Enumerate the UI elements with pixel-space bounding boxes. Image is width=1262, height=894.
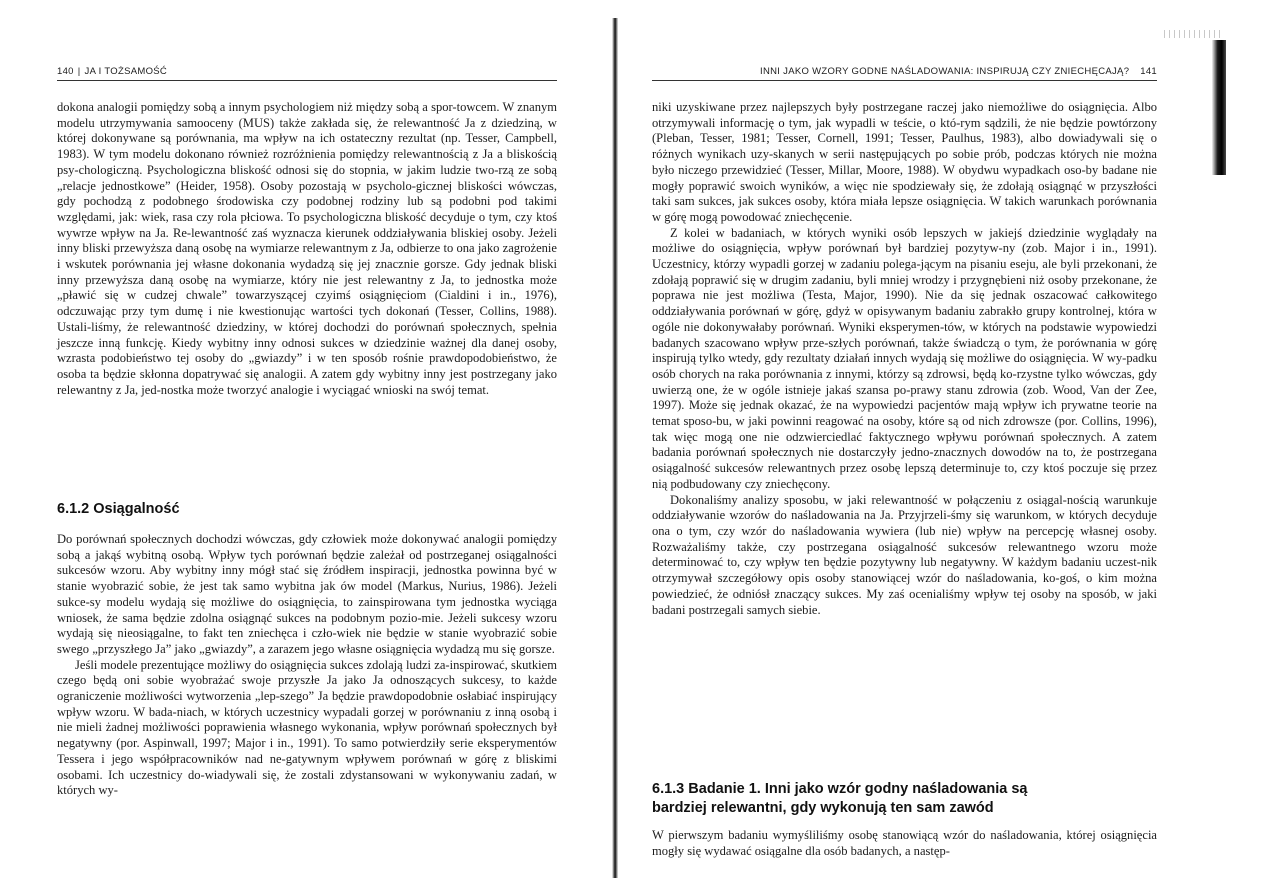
header-separator xyxy=(1133,66,1136,77)
left-page xyxy=(0,0,620,894)
header-separator: | xyxy=(77,66,81,77)
running-title: INNI JAKO WZORY GODNE NAŚLADOWANIA: INSPIRUJĄ CZY ZNIECHĘCAJĄ? xyxy=(760,66,1130,77)
paragraph: dokona analogii pomiędzy sobą a innym psychologiem niż między sobą a spor-towcem. W znanym modelu utrzymywania samooceny (MUS) także zakłada się, że relewantność Ja z dziedziną, w której dokonywane są porównania, ma wpływ na ich ostateczny rezultat (np. Tesser, Campbell, 1983). W tym modelu dokonano również rozróżnienia pomiędzy relewantnością z Ja a bliskością psy-chologiczną. Psychologiczna bliskość odnosi się do stopnia, w jakim ludzie two-rzą ze sobą „relacje jednostkowe” (Heider, 1958). Osoby pozostają w psycholo-gicznej bliskości wówczas, gdy pochodzą z podobnego środowiska czy podobnej rodziny lub są podobni pod takimi względami, jak: wiek, rasa czy rola płciowa. To psychologiczna bliskość decyduje o tym, czy ktoś wywrze wpływ na Ja. Re-lewantność zaś wyznacza kierunek oddziaływania bliskiej osoby. Jeżeli inny bliski przewyższa daną osobę na wymiarze relewantnym z Ja, odbierze to ona jako zagrożenie i wskutek porównania jej własne dokonania wydadzą się jej znacznie gorsze. Gdy jednak bliski inny przewyższa daną osobę na wymiarze, który nie jest relewantny z Ja, to jednostka może „pławić się w cudzej chwale” towarzyszącej czyimś osiągnięciom (Cialdini i in., 1976), odczuwając przy tym dumę i nie kwestionując wartości tych dokonań (Tesser, Collins, 1988). Ustali-liśmy, że relewantność dziedziny, w której dochodzi do porównań społecznych, spełnia jeszcze inną funkcję. Kiedy wybitny inny odnosi sukces w dziedzinie ważnej dla danej osoby, wzrasta podobieństwo tej osoby do „gwiazdy” i w ten sposób rośnie prawdopodobieństwo, że osoba ta będzie skłonna dopatrywać się analogii. A zatem gdy wybitny inny jest postrzegany jako relewantny z Ja, jed-nostka może tworzyć analogie i wyciągać wnioski na swój temat. xyxy=(57,100,557,397)
section-heading: 6.1.2 Osiągalność xyxy=(57,501,180,517)
section-heading-line: bardziej relewantni, gdy wykonują ten sam zawód xyxy=(652,800,994,816)
running-title: JA I TOŻSAMOŚĆ xyxy=(84,66,168,77)
paragraph: Jeśli modele prezentujące możliwy do osiągnięcia sukces zdolają ludzi za-inspirować, skutkiem czego będą oni sobie wyobrażać swoje przyszłe Ja jako Ja odnoszących sukcesy, to każde ograniczenie możliwości wytworzenia „lep-szego” Ja będzie prawdopodobnie osłabiać inspirujący wpływ wzoru. W bada-niach, w których uczestnicy wypadali gorzej w porównaniu z inną osobą i nie mieli żadnej możliwości poprawienia własnego wykonania, wpływ porównań społecznych był negatywny (por. Aspinwall, 1997; Major i in., 1991). To samo potwierdziły serie eksperymentów Tessera i jego współpracowników nad ne-gatywnym wpływem porównań w górę z bliskimi osobami. Ich uczestnicy do-wiadywali się, że zostali zdystansowani w wykonywaniu zadań, w których wy- xyxy=(57,657,557,798)
right-page xyxy=(622,0,1262,894)
body-text-right xyxy=(652,100,1157,618)
section-heading-line: 6.1.3 Badanie 1. Inni jako wzór godny naśladowania są xyxy=(652,781,1028,797)
paragraph: Z kolei w badaniach, w których wyniki osób lepszych w jakiejś dziedzinie wyglądały na możliwe do osiągnięcia, wpływ porównań był bardziej pozytyw-ny (zob. Major i in., 1991). Uczestnicy, którzy wypadli gorzej w zadaniu polega-jącym na pisaniu eseju, ale byli przekonani, że zdołają poprawić się w drugim zadaniu, byli mniej wrodzy i przygnębieni niż osoby przekonane, że poprawa nie jest możliwa (Testa, Major, 1990). Nie da się jednak oszacować całkowitego oddziaływania porównań w górę, gdyż w opisywanym badaniu zabrakło grupy kontrolnej, która w ogóle nie dokonywałaby porównań. Wyniki eksperymen-tów, w których na podstawie wypowiedzi badanych szacowano wpływ prze-szłych porównań, także świadczą o tym, że porównania w górę inspirują tylko wtedy, gdy rezultaty działań innych wydają się możliwe do osiągnięcia. W wy-padku osób chorych na raka porównania z innymi, którzy są zdrowsi, będą ko-rzystne tylko wówczas, gdy uwierzą one, że w ogóle istnieje jakaś szansa po-prawy stanu zdrowia (zob. Wood, Van der Zee, 1997). Może się jednak okazać, że na wypowiedzi pacjentów mają wpływ ich prywatne teorie na temat sposo-bu, w jaki powinni reagować na osoby, które są od nich zdrowsze (por. Collins, 1996), tak więc mogą one nie odzwierciedlać faktycznego wpływu porównań społecznych. A zatem badania porównań społecznych nie dostarczyły jedno-znacznych dowodów na to, że postrzegana osiągalność sukcesów relewantnych przez osobę lepszą determinuje to, czy ktoś poczuje się przez nią podbudowany czy zniechęcony. xyxy=(652,225,1157,491)
running-header-right xyxy=(652,66,1157,81)
body-text-right-section xyxy=(652,828,1157,859)
paragraph: W pierwszym badaniu wymyśliliśmy osobę stanowiącą wzór do naśladowania, której osiągnięcia mogły się wydawać osiągalne dla osób badanych, a następ- xyxy=(652,828,1157,858)
paragraph: niki uzyskiwane przez najlepszych były postrzegane raczej jako niemożliwe do osiągnięcia. Albo otrzymywali informację o tym, jak wypadli w teście, o któ-rym sądzili, że nie będzie powtórzony (Pleban, Tesser, 1981; Tesser, Cornell, 1991; Tesser, Paulhus, 1983), albo dowiadywali się o różnych wynikach uzy-skanych w serii następujących po sobie prób, podczas których nie można było niczego przewidzieć (Tesser, Millar, Moore, 1988). W obydwu wypadkach oso-by badane nie mogły poprawić swoich wyników, a więc nie spodziewały się, że zdołają osiągnąć w przyszłości taki sam sukces, jak sukces osoby, która miała lepsze osiągnięcia. W takich warunkach porównania w górę mogą powodować zniechęcenie. xyxy=(652,100,1157,224)
paragraph: Dokonaliśmy analizy sposobu, w jaki relewantność w połączeniu z osiągal-nością warunkuje oddziaływanie wzorów do naśladowania na Ja. Przyjrzeli-śmy się warunkom, w których decyduje ona o tym, czy wzór do naśladowania wywiera (lub nie) wpływ na percepcję własnej osoby. Rozważaliśmy także, czy postrzegana osiągalność sukcesów relewantnego wzoru może determinować to, czy wpływ ten będzie pozytywny lub negatywny. W każdym badaniu uczest-nik otrzymywał szczegółowy opis osoby stanowiącej wzór do naśladowania, ko-goś, o kim można powiedzieć, że odniósł znaczący sukces. My zaś ocenialiśmy wpływ tej osoby na sposób, w jaki badani postrzegali samych siebie. xyxy=(652,492,1157,617)
running-header-left xyxy=(57,66,557,81)
body-text-left-top xyxy=(57,100,557,398)
body-text-left-section xyxy=(57,532,557,799)
section-heading xyxy=(652,780,1157,818)
page-number: 141 xyxy=(1140,66,1157,77)
paragraph: Do porównań społecznych dochodzi wówczas, gdy człowiek może dokonywać analogii pomiędzy sobą a jakąś wybitną osobą. Wpływ tych porównań będzie zależał od postrzeganej osiągalności sukcesów wzoru. Aby wybitny inny mógł stać się źródłem inspiracji, jednostka powinna być w stanie wyobrazić sobie, że jest tak samo wybitna jak ów model (Markus, Nurius, 1986). Jeżeli sukce-sy modelu wydają się możliwe do osiągnięcia, to zainspirowana tym jednostka wyciąga wniosek, że sama będzie zdolna osiągnąć sukces na podobnym pozio-mie. Jeżeli sukcesy wzoru wydają się nieosiągalne, to fakt ten zniechęca i czło-wiek nie będzie w stanie wyobrazić sobie swego „przyszłego Ja” jako „gwiazdy”, a zarazem jego własne osiągnięcia wydadzą mu się gorsze. xyxy=(57,532,557,656)
page-number: 140 xyxy=(57,66,74,77)
